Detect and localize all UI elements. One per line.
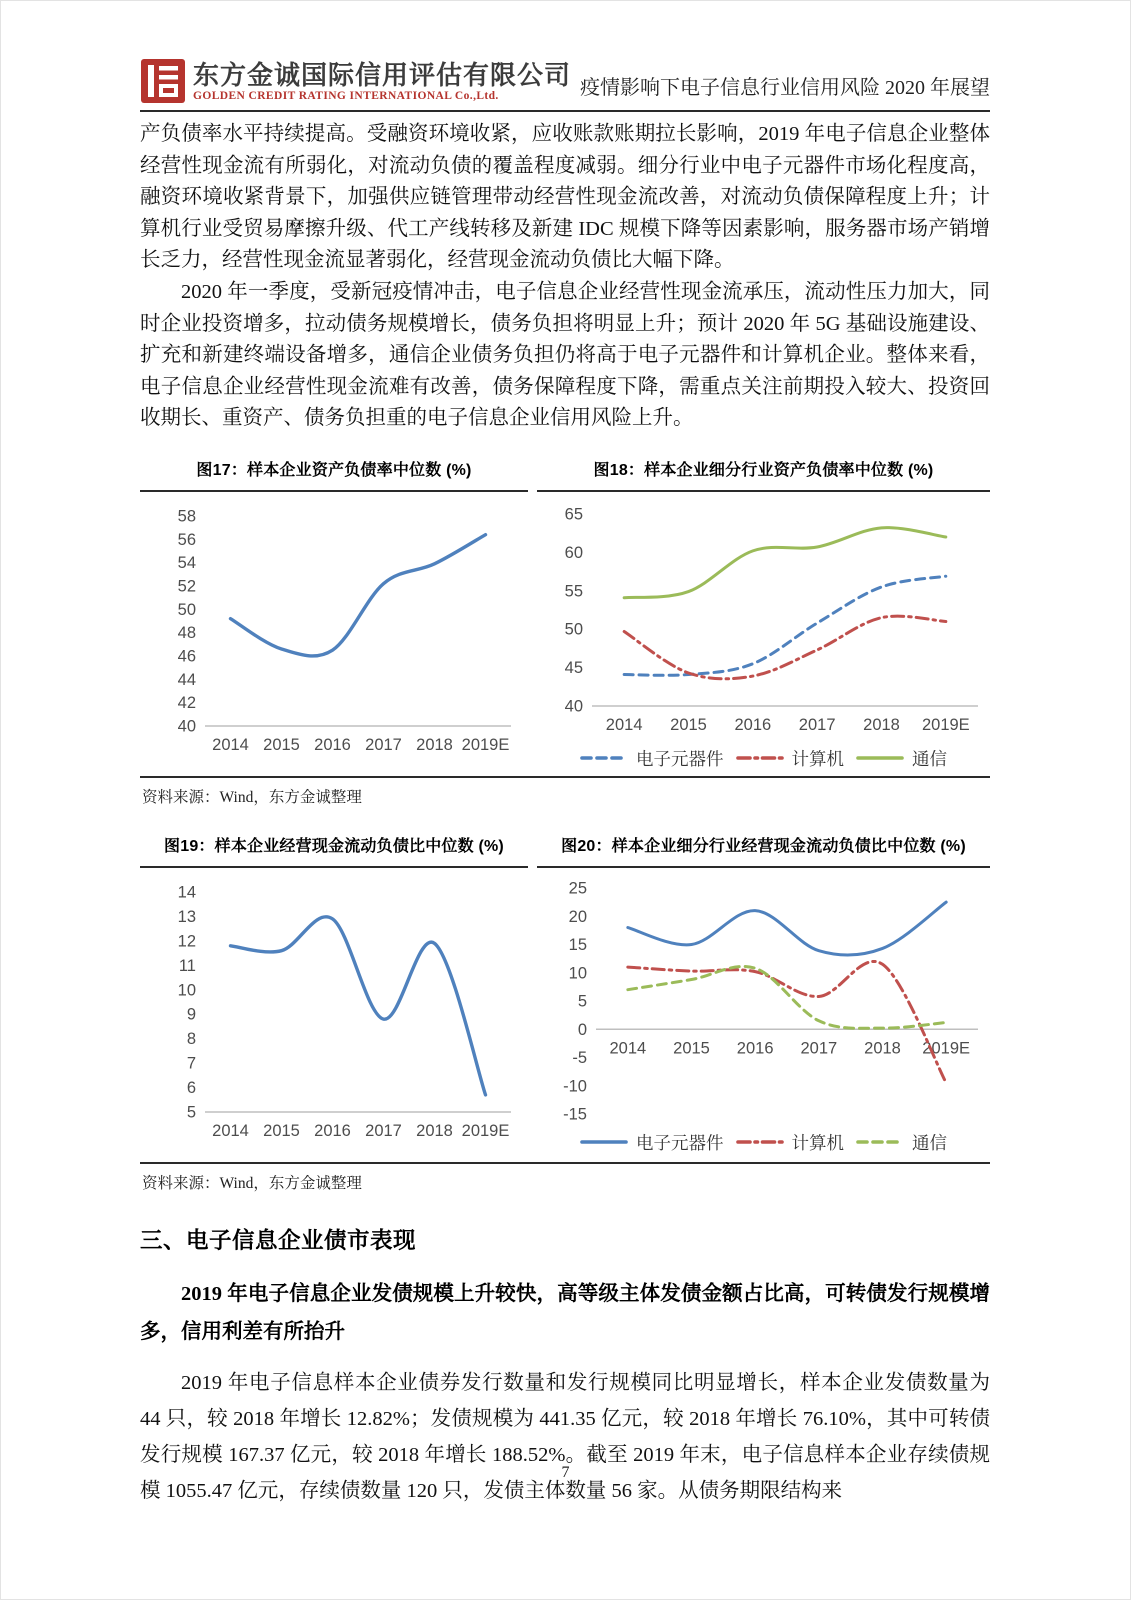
svg-text:20: 20: [568, 907, 587, 926]
svg-text:2019E: 2019E: [461, 1121, 510, 1140]
figure-table-2: [140, 824, 990, 1164]
svg-text:46: 46: [177, 647, 196, 666]
header-divider: [140, 110, 990, 112]
legend-label: 通信: [912, 748, 947, 769]
figure-cell-19: [140, 868, 528, 1158]
svg-text:11: 11: [178, 956, 196, 975]
svg-text:2019E: 2019E: [461, 735, 510, 754]
svg-text:2018: 2018: [862, 715, 900, 734]
svg-text:40: 40: [564, 697, 583, 716]
svg-text:2015: 2015: [263, 1121, 300, 1140]
legend-fig18: [580, 746, 947, 771]
company-name-block: [193, 61, 571, 102]
figure-title-17: 图17：样本企业资产负债率中位数 (%): [140, 448, 528, 492]
legend-item-通信: [856, 1130, 947, 1155]
svg-text:2018: 2018: [416, 1121, 453, 1140]
company-logo-icon: [140, 58, 186, 104]
legend-swatch-icon: [856, 1136, 904, 1148]
svg-text:2017: 2017: [365, 735, 402, 754]
svg-text:6: 6: [186, 1078, 196, 1097]
legend-item-计算机: [736, 746, 845, 771]
legend-fig20: [580, 1130, 947, 1155]
svg-text:2016: 2016: [314, 1121, 351, 1140]
header-row: [140, 58, 990, 104]
figure-table-1: [140, 448, 990, 778]
svg-text:2015: 2015: [263, 735, 300, 754]
legend-swatch-icon: [856, 752, 904, 764]
svg-text:60: 60: [564, 543, 583, 562]
svg-text:2016: 2016: [314, 735, 351, 754]
source-note-2: 资料来源：Wind，东方金诚整理: [142, 1174, 362, 1192]
svg-text:2019E: 2019E: [921, 1039, 970, 1058]
paragraph-1: 产负债率水平持续提高。受融资环境收紧，应收账款账期拉长影响，2019 年电子信息企业整体经营性现金流有所弱化，对流动负债的覆盖程度减弱。细分行业中电子元器件市场化程度高，融资环境收紧背景下，加强供应链管理带动经营性现金流改善，对流动负债保障程度上升；计算机行业受贸易摩擦升级、代工产线转移及新建 IDC 规模下降等因素影响，服务器市场产销增长乏力，经营性现金流显著弱化，经营现金流动负债比大幅下降。: [140, 123, 990, 272]
page-body: [140, 119, 990, 1509]
svg-text:15: 15: [568, 935, 587, 954]
svg-text:48: 48: [177, 624, 196, 643]
svg-text:10: 10: [177, 981, 196, 1000]
svg-text:8: 8: [186, 1030, 196, 1049]
chart-fig17: [141, 500, 527, 772]
svg-text:2019E: 2019E: [921, 715, 970, 734]
svg-text:-10: -10: [562, 1077, 587, 1096]
page-header: [140, 58, 990, 112]
svg-text:-15: -15: [562, 1105, 587, 1124]
svg-text:2014: 2014: [605, 715, 643, 734]
report-title: 疫情影响下电子信息行业信用风险 2020 年展望: [580, 77, 990, 99]
legend-item-电子元器件: [580, 1130, 724, 1155]
svg-text:40: 40: [177, 717, 196, 736]
svg-text:-5: -5: [571, 1048, 587, 1067]
svg-text:25: 25: [568, 879, 587, 898]
legend-item-电子元器件: [580, 746, 724, 771]
svg-text:58: 58: [177, 507, 196, 526]
svg-text:2017: 2017: [799, 1039, 837, 1058]
legend-label: 电子元器件: [636, 1132, 724, 1153]
legend-label: 通信: [912, 1132, 947, 1153]
legend-swatch-icon: [580, 1136, 628, 1148]
chart-fig18: [538, 500, 990, 744]
svg-text:12: 12: [177, 932, 196, 951]
svg-text:2015: 2015: [672, 1039, 710, 1058]
figure-cell-18: [537, 492, 990, 772]
paragraph-3: 2019 年电子信息样本企业债券发行数量和发行规模同比明显增长，样本企业发债数量为 44 只，较 2018 年增长 12.82%；发债规模为 441.35 亿元，较 2018 年增长 76.10%，其中可转债发行规模 167.37 亿元，较 2018 年增长 188.52%。截至 2019 年末，电子信息样本企业存续债规模 1055.47 亿元，存续债数量 120 只，发债主体数量 56 家。从债务期限结构来: [140, 1371, 990, 1502]
svg-text:56: 56: [177, 530, 196, 549]
svg-text:44: 44: [177, 670, 196, 689]
svg-text:42: 42: [177, 694, 196, 713]
svg-text:14: 14: [177, 883, 196, 902]
legend-label: 计算机: [791, 1132, 844, 1153]
page-number: 7: [561, 1464, 570, 1481]
figure-cell-17: [140, 492, 528, 772]
legend-item-计算机: [736, 1130, 845, 1155]
svg-text:10: 10: [568, 964, 587, 983]
section-heading: 三、电子信息企业债市表现: [140, 1227, 417, 1253]
figure-title-20: 图20：样本企业细分行业经营现金流动负债比中位数 (%): [537, 824, 990, 868]
company-logo: [140, 58, 571, 104]
legend-swatch-icon: [736, 1136, 784, 1148]
svg-text:2017: 2017: [365, 1121, 402, 1140]
svg-text:54: 54: [177, 554, 196, 573]
svg-text:2015: 2015: [669, 715, 707, 734]
paragraph-2: 2020 年一季度，受新冠疫情冲击，电子信息企业经营性现金流承压，流动性压力加大，同时企业投资增多，拉动债务规模增长，债务负担将明显上升；预计 2020 年 5G 基础设施建设、扩充和新建终端设备增多，通信企业债务负担仍将高于电子元器件和计算机企业。整体来看，电子信息企业经营性现金流难有改善，债务保障程度下降，需重点关注前期投入较大、投资回收期长、重资产、债务负担重的电子信息企业信用风险上升。: [140, 280, 990, 430]
svg-text:65: 65: [564, 505, 583, 524]
figure-table-1-bottom-rule: [140, 776, 990, 778]
svg-text:2018: 2018: [863, 1039, 901, 1058]
svg-text:5: 5: [577, 992, 587, 1011]
company-name-cn: 东方金诚国际信用评估有限公司: [193, 59, 572, 90]
svg-text:7: 7: [186, 1054, 196, 1073]
svg-text:5: 5: [186, 1103, 196, 1122]
figure-cell-20: [537, 868, 990, 1158]
svg-text:2016: 2016: [733, 715, 771, 734]
svg-text:9: 9: [186, 1005, 196, 1024]
svg-text:52: 52: [177, 577, 196, 596]
svg-text:50: 50: [564, 620, 583, 639]
svg-text:2018: 2018: [416, 735, 453, 754]
svg-text:50: 50: [177, 600, 196, 619]
svg-text:2016: 2016: [736, 1039, 774, 1058]
svg-text:2017: 2017: [798, 715, 836, 734]
svg-text:45: 45: [564, 659, 583, 678]
svg-text:0: 0: [577, 1020, 587, 1039]
company-name-en: GOLDEN CREDIT RATING INTERNATIONAL Co.,Ltd.: [193, 89, 499, 102]
figure-title-18: 图18：样本企业细分行业资产负债率中位数 (%): [537, 448, 990, 492]
figure-table-2-bottom-rule: [140, 1162, 990, 1164]
source-note-1: 资料来源：Wind，东方金诚整理: [142, 788, 362, 806]
legend-label: 计算机: [791, 748, 844, 769]
legend-swatch-icon: [580, 752, 628, 764]
figure-title-19: 图19：样本企业经营现金流动负债比中位数 (%): [140, 824, 528, 868]
legend-item-通信: [856, 746, 947, 771]
chart-fig19: [141, 876, 527, 1158]
svg-text:2014: 2014: [608, 1039, 646, 1058]
svg-text:13: 13: [177, 907, 196, 926]
svg-text:55: 55: [564, 582, 583, 601]
section-subheading: 2019 年电子信息企业发债规模上升较快，高等级主体发债金额占比高，可转债发行规模增多，信用利差有所抬升: [140, 1282, 990, 1343]
svg-text:2014: 2014: [212, 1121, 249, 1140]
svg-text:2014: 2014: [212, 735, 249, 754]
legend-swatch-icon: [736, 752, 784, 764]
chart-fig20: [538, 876, 990, 1128]
legend-label: 电子元器件: [636, 748, 724, 769]
